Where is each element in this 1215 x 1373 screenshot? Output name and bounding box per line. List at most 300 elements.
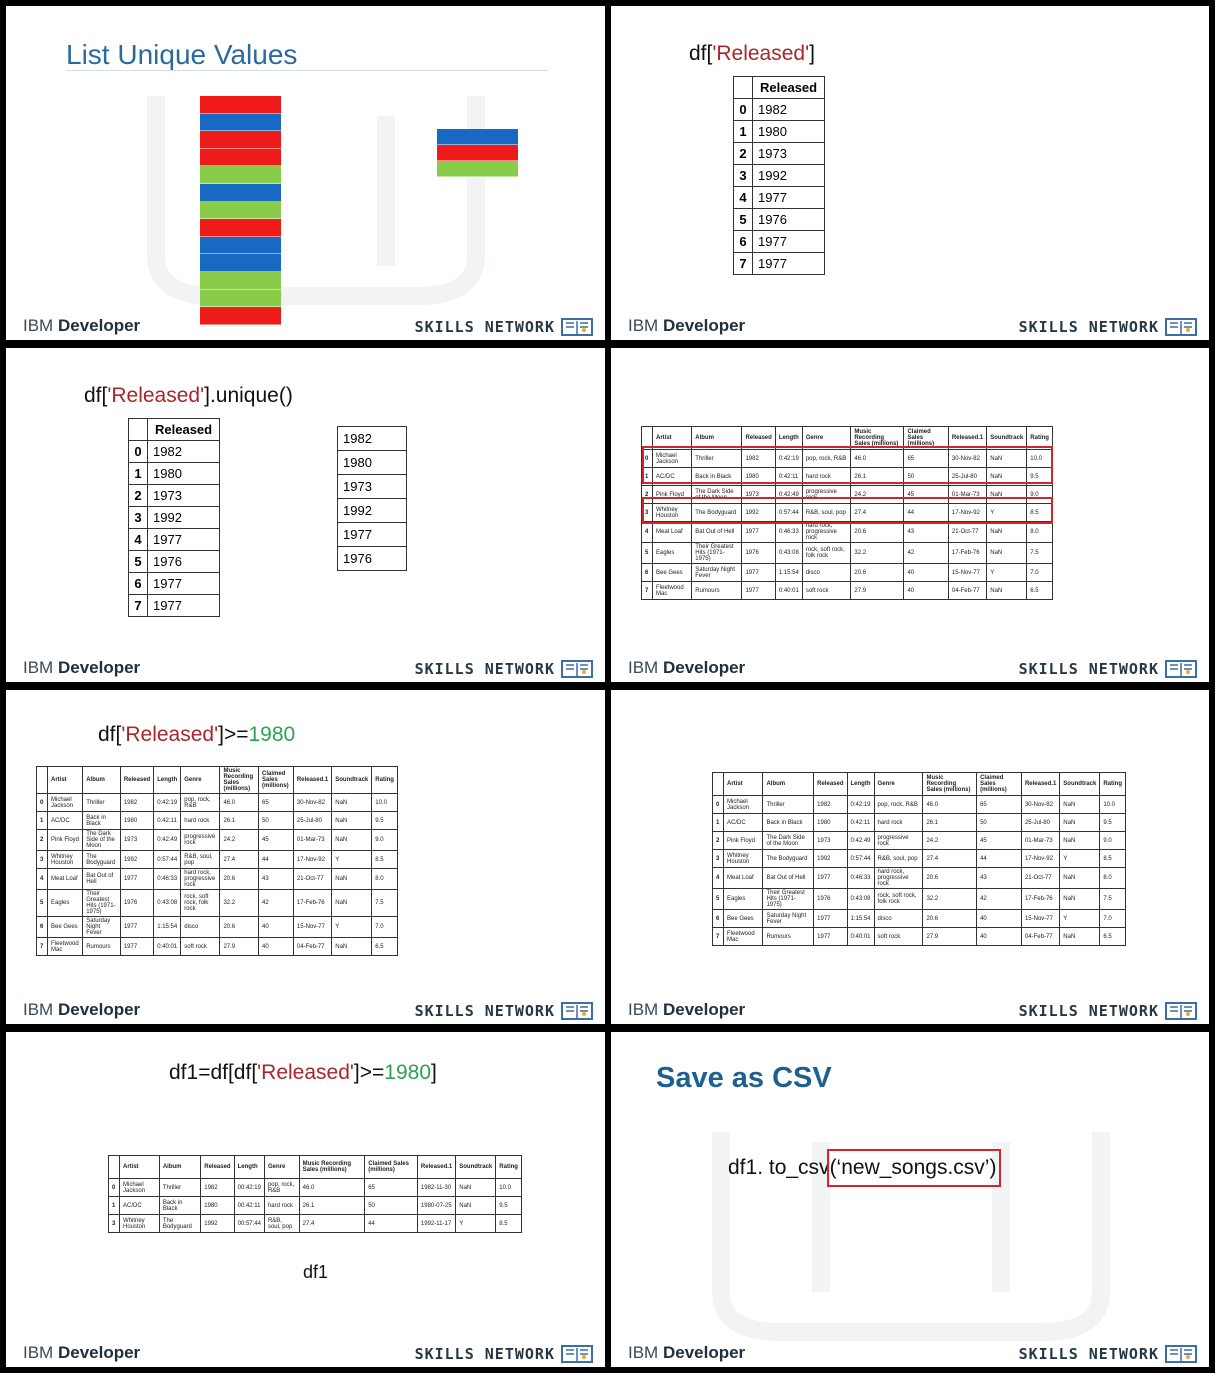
table-cell: rock, soft rock, folk rock — [802, 543, 851, 564]
row-index: 2 — [37, 830, 48, 851]
row-index: 4 — [734, 187, 753, 209]
table-cell: AC/DC — [48, 812, 83, 830]
table-cell: 45 — [259, 830, 294, 851]
column-header: Released — [148, 419, 220, 441]
table-cell: 0:46:33 — [775, 522, 802, 543]
table-cell: 21-Oct-77 — [293, 869, 331, 890]
row-index: 2 — [713, 832, 724, 850]
table-cell: soft rock — [181, 938, 220, 956]
row-index: 3 — [642, 504, 653, 522]
color-bar-green — [200, 272, 281, 290]
table-cell: 27.4 — [851, 504, 904, 522]
column-header: Album — [763, 773, 814, 796]
column-header: Claimed Sales (millions) — [904, 427, 948, 450]
table-cell: Michael Jackson — [653, 450, 692, 468]
table-cell: 10.0 — [496, 1179, 522, 1197]
table-cell: NaN — [332, 794, 372, 812]
ibm-developer-logo: IBM Developer — [23, 1000, 141, 1019]
table-row — [642, 504, 1053, 522]
csv-filename-highlight: (‘new_songs.csv’) — [830, 1156, 997, 1180]
table-cell: 15-Nov-77 — [948, 564, 986, 582]
cell-released: 1973 — [753, 143, 825, 165]
slide-title: List Unique Values — [66, 39, 298, 70]
table-cell: Bee Gees — [724, 910, 763, 928]
cell-released: 1982 — [148, 441, 220, 463]
table-cell: hard rock, progressive rock — [802, 522, 851, 543]
table-cell: Y — [332, 851, 372, 869]
table-cell: 1980-07-25 — [417, 1197, 455, 1215]
table-cell: 1980 — [742, 468, 775, 486]
table-cell: NaN — [987, 582, 1027, 600]
cell-released: 1977 — [148, 595, 220, 617]
table-cell: 0:42:11 — [775, 468, 802, 486]
unique-value: 1980 — [338, 451, 407, 475]
column-header: Genre — [802, 427, 851, 450]
table-cell: hard rock, progressive rock — [181, 869, 220, 890]
table-cell: 20.6 — [923, 910, 977, 928]
table-cell: disco — [802, 564, 851, 582]
column-header: Genre — [874, 773, 923, 796]
table-cell: soft rock — [874, 928, 923, 946]
table-row — [734, 253, 825, 275]
table-cell: 21-Oct-77 — [948, 522, 986, 543]
table-row — [37, 812, 398, 830]
table-cell: 0:57:44 — [775, 504, 802, 522]
color-bar-blue — [200, 254, 281, 272]
row-index: 3 — [37, 851, 48, 869]
table-cell: Y — [987, 564, 1027, 582]
table-cell: 44 — [904, 504, 948, 522]
table-cell: 43 — [904, 522, 948, 543]
table-cell: Thriller — [159, 1179, 200, 1197]
skills-network-book-icon — [1165, 1345, 1197, 1363]
table-cell: 30-Nov-82 — [948, 450, 986, 468]
table-cell: 10.0 — [372, 794, 398, 812]
table-cell: Back in Black — [763, 814, 814, 832]
table-cell: 32.2 — [923, 889, 977, 910]
table-cell: 65 — [977, 796, 1022, 814]
row-index: 3 — [713, 850, 724, 868]
row-index: 5 — [642, 543, 653, 564]
table-cell: pop, rock, R&B — [874, 796, 923, 814]
table-cell: 10.0 — [1100, 796, 1126, 814]
table-cell: 45 — [977, 832, 1022, 850]
table-row — [713, 889, 1126, 910]
ibm-developer-logo: IBM Developer — [628, 1343, 746, 1362]
table-cell: 44 — [365, 1215, 418, 1233]
column-header: Length — [234, 1156, 264, 1179]
table-cell: The Bodyguard — [83, 851, 121, 869]
table-cell: 0:42:19 — [847, 796, 874, 814]
table-cell: Bee Gees — [653, 564, 692, 582]
table-cell: 40 — [259, 938, 294, 956]
table-row — [734, 165, 825, 187]
table-cell: 1973 — [742, 486, 775, 504]
table-cell: 42 — [977, 889, 1022, 910]
table-row — [734, 231, 825, 253]
skills-network-logo: SKILLS NETWORK — [415, 660, 593, 678]
unique-value: 1982 — [338, 427, 407, 451]
table-cell: 50 — [977, 814, 1022, 832]
table-cell: hard rock, progressive rock — [874, 868, 923, 889]
table-cell: NaN — [987, 522, 1027, 543]
table-cell: 1980 — [120, 812, 153, 830]
table-cell: 46.0 — [299, 1179, 365, 1197]
ibm-developer-logo: IBM Developer — [628, 316, 746, 335]
slide-dataframe-highlighted — [611, 348, 1209, 682]
row-index: 7 — [734, 253, 753, 275]
table-cell: 65 — [365, 1179, 418, 1197]
list-item — [338, 475, 407, 499]
table-cell: NaN — [332, 830, 372, 851]
table-cell: 04-Feb-77 — [293, 938, 331, 956]
header-row — [109, 1156, 522, 1179]
skills-network-book-icon — [1165, 318, 1197, 336]
table-cell: 1977 — [814, 910, 847, 928]
table-cell: 0:43:08 — [154, 890, 181, 917]
row-index: 3 — [109, 1215, 120, 1233]
table-cell: NaN — [332, 869, 372, 890]
table-cell: Back in Black — [159, 1197, 200, 1215]
skills-network-logo: SKILLS NETWORK — [1019, 660, 1197, 678]
table-cell: 0:46:33 — [154, 869, 181, 890]
header-row — [37, 767, 398, 794]
table-cell: 20.6 — [851, 522, 904, 543]
table-cell: 45 — [904, 486, 948, 504]
table-row — [109, 1197, 522, 1215]
color-bar-blue — [200, 114, 281, 132]
table-cell: 1977 — [742, 564, 775, 582]
table-cell: 9.5 — [1100, 814, 1126, 832]
table-row — [37, 851, 398, 869]
skills-network-book-icon — [561, 1002, 593, 1020]
table-cell: 27.4 — [299, 1215, 365, 1233]
color-bar-red — [437, 145, 518, 161]
skills-network-book-icon — [561, 318, 593, 336]
table-row — [37, 890, 398, 917]
header-row — [734, 77, 825, 99]
slide-save-as-csv — [611, 1032, 1209, 1367]
table-row — [109, 1179, 522, 1197]
unique-value: 1977 — [338, 523, 407, 547]
table-cell: 7.5 — [1027, 543, 1053, 564]
row-index: 2 — [129, 485, 148, 507]
table-cell: pop, rock, R&B — [181, 794, 220, 812]
table-cell: rock, soft rock, folk rock — [874, 889, 923, 910]
row-index: 1 — [734, 121, 753, 143]
table-cell: Michael Jackson — [48, 794, 83, 812]
table-cell: 15-Nov-77 — [293, 917, 331, 938]
table-cell: Thriller — [83, 794, 121, 812]
table-cell: Y — [456, 1215, 496, 1233]
table-cell: Rumours — [692, 582, 742, 600]
table-cell: 1977 — [120, 869, 153, 890]
table-cell: Bat Out of Hell — [83, 869, 121, 890]
table-cell: Saturday Night Fever — [83, 917, 121, 938]
column-header: Artist — [48, 767, 83, 794]
color-bar-blue — [200, 237, 281, 255]
table-cell: 40 — [259, 917, 294, 938]
row-index: 5 — [734, 209, 753, 231]
table-cell: 27.4 — [923, 850, 977, 868]
table-row — [37, 794, 398, 812]
row-index: 4 — [713, 868, 724, 889]
table-cell: hard rock — [802, 468, 851, 486]
table-cell: NaN — [1060, 814, 1100, 832]
ibm-developer-logo: IBM Developer — [628, 658, 746, 677]
table-cell: Pink Floyd — [48, 830, 83, 851]
table-cell: 1982 — [742, 450, 775, 468]
table-cell: 30-Nov-82 — [1021, 796, 1059, 814]
table-cell: hard rock — [181, 812, 220, 830]
table-cell: AC/DC — [120, 1197, 160, 1215]
table-cell: 1973 — [814, 832, 847, 850]
column-header: Rating — [372, 767, 398, 794]
column-header: Soundtrack — [456, 1156, 496, 1179]
table-cell: 8.5 — [1100, 850, 1126, 868]
unique-color-bars — [437, 129, 518, 177]
skills-network-logo: SKILLS NETWORK — [415, 318, 593, 336]
table-cell: NaN — [332, 938, 372, 956]
table-cell: NaN — [987, 543, 1027, 564]
table-cell: 7.0 — [372, 917, 398, 938]
header-row — [642, 427, 1053, 450]
table-cell: 40 — [977, 910, 1022, 928]
column-header: Artist — [653, 427, 692, 450]
table-cell: 7.0 — [1027, 564, 1053, 582]
slide-released-condition — [6, 690, 605, 1024]
table-cell: 0:40:01 — [775, 582, 802, 600]
table-cell: 1980 — [201, 1197, 234, 1215]
table-cell: Michael Jackson — [724, 796, 763, 814]
table-cell: NaN — [987, 468, 1027, 486]
color-bar-red — [200, 96, 281, 114]
table-cell: 46.0 — [220, 794, 259, 812]
table-cell: 40 — [904, 582, 948, 600]
table-cell: 1977 — [120, 917, 153, 938]
table-cell: NaN — [456, 1179, 496, 1197]
code-line: df['Released'] — [689, 42, 815, 65]
column-header: Soundtrack — [987, 427, 1027, 450]
table-cell: 20.6 — [220, 869, 259, 890]
dataframe-table — [641, 426, 1053, 600]
table-cell: 8.5 — [1027, 504, 1053, 522]
table-cell: 43 — [259, 869, 294, 890]
table-cell: 50 — [904, 468, 948, 486]
table-cell: 0:57:44 — [847, 850, 874, 868]
row-index: 7 — [713, 928, 724, 946]
color-bar-blue — [200, 184, 281, 202]
dataframe-table — [712, 772, 1126, 946]
table-cell: 42 — [259, 890, 294, 917]
table-cell: R&B, soul, pop — [874, 850, 923, 868]
table-cell: 1980 — [814, 814, 847, 832]
table-row — [642, 522, 1053, 543]
table-cell: Saturday Night Fever — [692, 564, 742, 582]
table-cell: 24.2 — [923, 832, 977, 850]
dataframe-table — [36, 766, 398, 956]
table-cell: 27.9 — [851, 582, 904, 600]
table-row — [129, 595, 220, 617]
table-row — [713, 814, 1126, 832]
table-cell: 00:42:19 — [234, 1179, 264, 1197]
column-header: Soundtrack — [332, 767, 372, 794]
cell-released: 1982 — [753, 99, 825, 121]
unique-value: 1992 — [338, 499, 407, 523]
column-header: Music Recording Sales (millions) — [923, 773, 977, 796]
column-header: Released — [742, 427, 775, 450]
table-cell: Y — [1060, 910, 1100, 928]
table-cell: 1982-11-30 — [417, 1179, 455, 1197]
color-bar-green — [200, 202, 281, 220]
color-bar-green — [200, 290, 281, 308]
table-cell: Their Greatest Hits (1971-1975) — [763, 889, 814, 910]
table-cell: 44 — [259, 851, 294, 869]
table-cell: 9.0 — [1027, 486, 1053, 504]
column-header: Length — [775, 427, 802, 450]
row-index: 2 — [642, 486, 653, 504]
code-line: df1. to_csv(‘new_songs.csv’) — [728, 1156, 996, 1180]
table-cell: 65 — [904, 450, 948, 468]
row-index: 0 — [129, 441, 148, 463]
table-cell: 50 — [259, 812, 294, 830]
table-cell: hard rock — [874, 814, 923, 832]
row-index: 1 — [642, 468, 653, 486]
table-cell: 9.5 — [496, 1197, 522, 1215]
table-cell: 00:42:11 — [234, 1197, 264, 1215]
table-cell: 1992 — [120, 851, 153, 869]
table-cell: 7.0 — [1100, 910, 1126, 928]
table-cell: 1977 — [120, 938, 153, 956]
table-cell: The Dark Side of the Moon — [692, 486, 742, 504]
table-cell: Eagles — [48, 890, 83, 917]
table-cell: 20.6 — [220, 917, 259, 938]
cell-released: 1977 — [148, 529, 220, 551]
column-header: Released.1 — [293, 767, 331, 794]
row-index: 7 — [37, 938, 48, 956]
table-cell: Bee Gees — [48, 917, 83, 938]
table-row — [129, 485, 220, 507]
table-cell: 0:46:33 — [847, 868, 874, 889]
table-row — [713, 796, 1126, 814]
ibm-developer-logo: IBM Developer — [23, 316, 141, 335]
skills-network-book-icon — [1165, 1002, 1197, 1020]
ibm-developer-logo: IBM Developer — [628, 1000, 746, 1019]
table-cell: 9.0 — [372, 830, 398, 851]
table-cell: disco — [874, 910, 923, 928]
column-header: Released — [753, 77, 825, 99]
table-cell: 0:40:01 — [154, 938, 181, 956]
table-cell: Michael Jackson — [120, 1179, 160, 1197]
row-index: 1 — [37, 812, 48, 830]
row-index: 6 — [37, 917, 48, 938]
table-cell: 32.2 — [851, 543, 904, 564]
cell-released: 1977 — [148, 573, 220, 595]
cell-released: 1977 — [753, 187, 825, 209]
header-row — [713, 773, 1126, 796]
column-header: Album — [692, 427, 742, 450]
table-row — [713, 832, 1126, 850]
table-row — [37, 917, 398, 938]
table-cell: 30-Nov-82 — [293, 794, 331, 812]
row-index: 4 — [642, 522, 653, 543]
color-bar-blue — [437, 129, 518, 145]
table-row — [129, 529, 220, 551]
table-row — [37, 830, 398, 851]
title-divider — [66, 70, 548, 71]
slide-released-unique — [6, 348, 605, 682]
table-cell: 17-Feb-76 — [293, 890, 331, 917]
table-cell: Whitney Houston — [120, 1215, 160, 1233]
table-cell: NaN — [332, 890, 372, 917]
table-cell: 25-Jul-80 — [948, 468, 986, 486]
table-cell: The Dark Side of the Moon — [83, 830, 121, 851]
table-cell: NaN — [1060, 832, 1100, 850]
table-row — [37, 938, 398, 956]
table-cell: 26.1 — [299, 1197, 365, 1215]
table-row — [37, 869, 398, 890]
table-cell: 8.5 — [372, 851, 398, 869]
table-cell: Thriller — [692, 450, 742, 468]
table-cell: 01-Mar-73 — [1021, 832, 1059, 850]
table-cell: R&B, soul, pop — [802, 504, 851, 522]
skills-network-logo: SKILLS NETWORK — [1019, 318, 1197, 336]
skills-network-logo: SKILLS NETWORK — [415, 1345, 593, 1363]
row-index: 4 — [37, 869, 48, 890]
table-cell: NaN — [1060, 889, 1100, 910]
table-cell: 8.5 — [496, 1215, 522, 1233]
table-cell: 17-Feb-76 — [1021, 889, 1059, 910]
table-row — [734, 187, 825, 209]
row-index: 3 — [129, 507, 148, 529]
table-cell: 0:42:49 — [154, 830, 181, 851]
table-cell: Thriller — [763, 796, 814, 814]
table-cell: 0:57:44 — [154, 851, 181, 869]
table-cell: 17-Nov-92 — [948, 504, 986, 522]
table-cell: 6.5 — [372, 938, 398, 956]
table-cell: Pink Floyd — [724, 832, 763, 850]
cell-released: 1976 — [148, 551, 220, 573]
slide-list-unique-values — [6, 6, 605, 340]
row-index: 0 — [37, 794, 48, 812]
column-header: Album — [83, 767, 121, 794]
cell-released: 1973 — [148, 485, 220, 507]
table-cell: NaN — [987, 486, 1027, 504]
column-header: Released.1 — [1021, 773, 1059, 796]
color-bar-green — [437, 161, 518, 177]
table-cell: 6.5 — [1100, 928, 1126, 946]
table-cell: Saturday Night Fever — [763, 910, 814, 928]
column-header: Rating — [496, 1156, 522, 1179]
row-index: 0 — [642, 450, 653, 468]
row-index: 4 — [129, 529, 148, 551]
table-cell: 26.1 — [923, 814, 977, 832]
cell-released: 1992 — [148, 507, 220, 529]
table-row — [713, 910, 1126, 928]
cell-released: 1992 — [753, 165, 825, 187]
table-cell: 25-Jul-80 — [293, 812, 331, 830]
df1-table — [108, 1155, 522, 1233]
table-cell: Rumours — [83, 938, 121, 956]
column-header: Music Recording Sales (millions) — [851, 427, 904, 450]
table-cell: 40 — [904, 564, 948, 582]
slide-released-column — [611, 6, 1209, 340]
table-cell: 1976 — [742, 543, 775, 564]
table-cell: 1976 — [814, 889, 847, 910]
table-cell: 46.0 — [851, 450, 904, 468]
code-line: df1=df[df['Released']>=1980] — [169, 1061, 437, 1084]
color-bar-red — [200, 219, 281, 237]
